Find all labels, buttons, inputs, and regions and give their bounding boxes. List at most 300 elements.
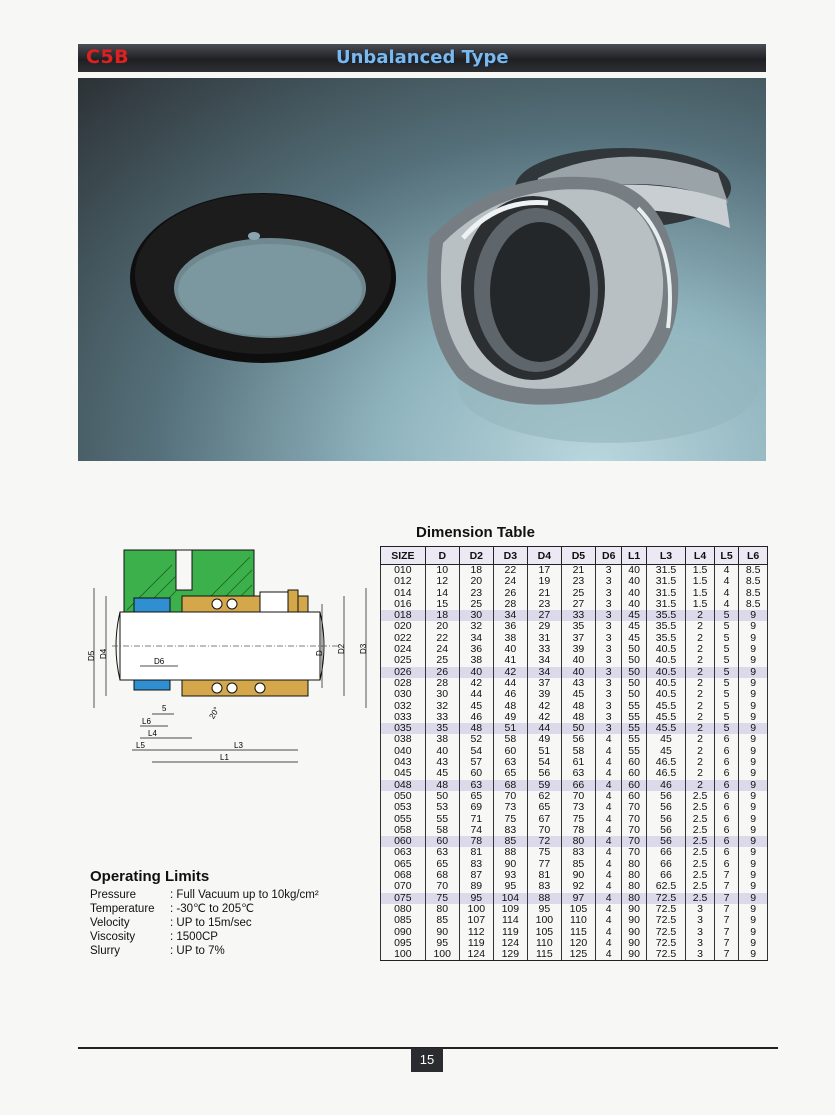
table-cell: 55 [622, 723, 646, 734]
table-cell: 3 [595, 723, 622, 734]
table-cell: 070 [381, 881, 426, 892]
table-cell: 6 [714, 780, 738, 791]
table-cell: 46 [646, 780, 685, 791]
table-row [381, 802, 768, 813]
table-cell: 4 [595, 836, 622, 847]
table-cell: 38 [493, 633, 527, 644]
table-cell: 74 [459, 825, 493, 836]
table-cell: 56 [646, 802, 685, 813]
table-cell: 9 [739, 723, 768, 734]
table-cell: 2 [686, 701, 715, 712]
table-cell: 3 [595, 633, 622, 644]
table-cell: 107 [459, 915, 493, 926]
table-cell: 5 [714, 701, 738, 712]
table-cell: 87 [459, 870, 493, 881]
label-l3: L3 [234, 741, 243, 750]
product-photo [78, 78, 766, 461]
table-cell: 9 [739, 859, 768, 870]
table-cell: 9 [739, 893, 768, 904]
table-cell: 42 [459, 678, 493, 689]
table-cell: 40 [561, 655, 595, 666]
table-cell: 2.5 [686, 814, 715, 825]
table-cell: 2 [686, 621, 715, 632]
table-cell: 27 [561, 599, 595, 610]
column-header: D6 [595, 547, 622, 565]
column-header: SIZE [381, 547, 426, 565]
table-cell: 9 [739, 904, 768, 915]
table-cell: 38 [425, 734, 459, 745]
table-cell: 3 [686, 927, 715, 938]
table-cell: 90 [622, 938, 646, 949]
table-cell: 40.5 [646, 678, 685, 689]
table-cell: 24 [425, 644, 459, 655]
table-cell: 40 [459, 667, 493, 678]
table-cell: 36 [459, 644, 493, 655]
table-cell: 50 [561, 723, 595, 734]
table-cell: 51 [493, 723, 527, 734]
limit-label: Slurry [90, 945, 121, 957]
table-cell: 31.5 [646, 599, 685, 610]
table-cell: 9 [739, 734, 768, 745]
table-cell: 45 [425, 768, 459, 779]
table-cell: 9 [739, 633, 768, 644]
table-cell: 3 [595, 644, 622, 655]
table-cell: 25 [561, 588, 595, 599]
limit-row [90, 902, 319, 916]
table-cell: 7 [714, 904, 738, 915]
table-cell: 60 [459, 768, 493, 779]
table-cell: 3 [595, 689, 622, 700]
limit-value: : -30℃ to 205℃ [170, 903, 255, 915]
table-cell: 6 [714, 859, 738, 870]
table-cell: 73 [493, 802, 527, 813]
table-cell: 100 [425, 949, 459, 961]
table-cell: 7 [714, 915, 738, 926]
column-header: D [425, 547, 459, 565]
table-cell: 5 [714, 723, 738, 734]
table-cell: 56 [646, 836, 685, 847]
table-cell: 2.5 [686, 870, 715, 881]
label-d2: D2 [337, 643, 346, 654]
table-cell: 2 [686, 644, 715, 655]
table-cell: 4 [595, 893, 622, 904]
table-cell: 35 [425, 723, 459, 734]
table-cell: 43 [561, 678, 595, 689]
table-cell: 43 [425, 757, 459, 768]
table-cell: 3 [595, 610, 622, 621]
table-cell: 9 [739, 757, 768, 768]
table-cell: 95 [493, 881, 527, 892]
table-cell: 72.5 [646, 938, 685, 949]
table-cell: 100 [381, 949, 426, 961]
table-cell: 21 [561, 565, 595, 577]
seal-cross-section-diagram [82, 540, 382, 780]
table-cell: 48 [459, 723, 493, 734]
table-cell: 44 [459, 689, 493, 700]
label-five: 5 [162, 704, 167, 713]
table-cell: 119 [493, 927, 527, 938]
column-header: D4 [527, 547, 561, 565]
table-cell: 7 [714, 870, 738, 881]
limit-label: Temperature [90, 903, 155, 915]
limit-row [90, 888, 319, 902]
table-cell: 4 [595, 847, 622, 858]
label-l5: L5 [136, 741, 145, 750]
table-cell: 4 [595, 949, 622, 961]
table-cell: 100 [459, 904, 493, 915]
table-cell: 18 [459, 565, 493, 577]
table-cell: 109 [493, 904, 527, 915]
rubber-seat-ring [130, 193, 396, 363]
table-cell: 7 [714, 938, 738, 949]
table-cell: 095 [381, 938, 426, 949]
table-cell: 35.5 [646, 610, 685, 621]
table-cell: 33 [527, 644, 561, 655]
table-cell: 028 [381, 678, 426, 689]
table-cell: 2.5 [686, 881, 715, 892]
table-cell: 112 [459, 927, 493, 938]
table-cell: 70 [622, 847, 646, 858]
table-cell: 043 [381, 757, 426, 768]
table-cell: 97 [561, 893, 595, 904]
limit-label: Viscosity [90, 931, 136, 943]
table-cell: 2 [686, 655, 715, 666]
table-cell: 3 [686, 949, 715, 961]
table-cell: 2.5 [686, 859, 715, 870]
table-cell: 032 [381, 701, 426, 712]
table-cell: 3 [595, 588, 622, 599]
table-cell: 9 [739, 768, 768, 779]
table-cell: 42 [527, 712, 561, 723]
table-cell: 70 [561, 791, 595, 802]
table-cell: 59 [527, 780, 561, 791]
table-cell: 70 [527, 825, 561, 836]
table-cell: 95 [527, 904, 561, 915]
table-cell: 075 [381, 893, 426, 904]
column-header: L4 [686, 547, 715, 565]
table-cell: 56 [527, 768, 561, 779]
table-cell: 6 [714, 847, 738, 858]
table-cell: 60 [425, 836, 459, 847]
table-cell: 72.5 [646, 893, 685, 904]
limit-value: : UP to 15m/sec [170, 917, 252, 929]
table-cell: 055 [381, 814, 426, 825]
table-cell: 41 [493, 655, 527, 666]
table-cell: 3 [686, 904, 715, 915]
table-cell: 90 [425, 927, 459, 938]
table-cell: 70 [425, 881, 459, 892]
table-cell: 5 [714, 655, 738, 666]
table-cell: 7 [714, 949, 738, 961]
table-cell: 022 [381, 633, 426, 644]
table-cell: 9 [739, 802, 768, 813]
limit-value: : Full Vacuum up to 10kg/cm² [170, 889, 319, 901]
table-cell: 50 [622, 667, 646, 678]
table-cell: 26 [493, 588, 527, 599]
table-cell: 030 [381, 689, 426, 700]
label-l4: L4 [148, 729, 157, 738]
table-cell: 31.5 [646, 565, 685, 577]
table-cell: 9 [739, 610, 768, 621]
table-cell: 090 [381, 927, 426, 938]
table-cell: 040 [381, 746, 426, 757]
table-cell: 25 [459, 599, 493, 610]
table-cell: 5 [714, 610, 738, 621]
table-cell: 75 [493, 814, 527, 825]
label-l1: L1 [220, 753, 229, 762]
table-cell: 40.5 [646, 689, 685, 700]
table-cell: 18 [425, 610, 459, 621]
table-cell: 80 [561, 836, 595, 847]
table-cell: 42 [527, 701, 561, 712]
table-cell: 77 [527, 859, 561, 870]
table-cell: 55 [622, 712, 646, 723]
table-cell: 12 [425, 576, 459, 587]
table-cell: 9 [739, 870, 768, 881]
table-cell: 42 [493, 667, 527, 678]
table-cell: 65 [527, 802, 561, 813]
table-cell: 4 [595, 881, 622, 892]
label-d5: D5 [87, 650, 96, 661]
table-cell: 45.5 [646, 712, 685, 723]
label-l6: L6 [142, 717, 151, 726]
table-cell: 39 [527, 689, 561, 700]
table-cell: 018 [381, 610, 426, 621]
table-cell: 058 [381, 825, 426, 836]
table-cell: 83 [493, 825, 527, 836]
dimension-table [380, 546, 768, 961]
limit-label: Pressure [90, 889, 137, 901]
table-cell: 5 [714, 633, 738, 644]
table-cell: 45 [622, 610, 646, 621]
table-cell: 8.5 [739, 576, 768, 587]
table-cell: 9 [739, 712, 768, 723]
table-cell: 29 [527, 621, 561, 632]
label-d3: D3 [359, 643, 368, 654]
table-cell: 21 [527, 588, 561, 599]
table-cell: 78 [459, 836, 493, 847]
table-cell: 90 [622, 949, 646, 961]
table-row [381, 881, 768, 892]
table-cell: 51 [527, 746, 561, 757]
table-cell: 45 [622, 621, 646, 632]
table-cell: 110 [527, 938, 561, 949]
table-cell: 50 [622, 678, 646, 689]
table-cell: 62.5 [646, 881, 685, 892]
table-cell: 58 [425, 825, 459, 836]
limit-value: : UP to 7% [170, 945, 225, 957]
table-cell: 8.5 [739, 599, 768, 610]
table-cell: 1.5 [686, 588, 715, 599]
table-cell: 81 [459, 847, 493, 858]
table-cell: 9 [739, 678, 768, 689]
label-d4: D4 [99, 648, 108, 659]
table-cell: 70 [622, 802, 646, 813]
table-cell: 120 [561, 938, 595, 949]
table-cell: 050 [381, 791, 426, 802]
table-cell: 80 [622, 893, 646, 904]
table-cell: 65 [493, 768, 527, 779]
table-cell: 1.5 [686, 599, 715, 610]
table-cell: 60 [493, 746, 527, 757]
table-cell: 5 [714, 621, 738, 632]
table-cell: 75 [527, 847, 561, 858]
table-cell: 9 [739, 847, 768, 858]
table-cell: 2 [686, 610, 715, 621]
table-cell: 23 [561, 576, 595, 587]
table-cell: 90 [493, 859, 527, 870]
table-cell: 9 [739, 915, 768, 926]
table-cell: 30 [459, 610, 493, 621]
table-cell: 83 [561, 847, 595, 858]
table-cell: 49 [527, 734, 561, 745]
table-cell: 104 [493, 893, 527, 904]
dimension-table-title: Dimension Table [416, 524, 535, 541]
table-cell: 36 [493, 621, 527, 632]
table-cell: 31.5 [646, 588, 685, 599]
table-cell: 24 [493, 576, 527, 587]
table-cell: 45.5 [646, 701, 685, 712]
table-cell: 3 [595, 565, 622, 577]
table-cell: 53 [425, 802, 459, 813]
table-cell: 88 [493, 847, 527, 858]
table-cell: 48 [561, 701, 595, 712]
table-cell: 35.5 [646, 633, 685, 644]
table-cell: 5 [714, 667, 738, 678]
table-row [381, 915, 768, 926]
table-cell: 6 [714, 825, 738, 836]
table-cell: 23 [527, 599, 561, 610]
table-cell: 8.5 [739, 565, 768, 577]
table-cell: 119 [459, 938, 493, 949]
table-cell: 90 [622, 904, 646, 915]
table-cell: 4 [714, 588, 738, 599]
table-cell: 14 [425, 588, 459, 599]
table-cell: 31 [527, 633, 561, 644]
table-cell: 55 [622, 734, 646, 745]
table-cell: 54 [459, 746, 493, 757]
table-cell: 52 [459, 734, 493, 745]
table-cell: 45.5 [646, 723, 685, 734]
table-cell: 55 [622, 746, 646, 757]
table-cell: 4 [595, 802, 622, 813]
table-row [381, 576, 768, 587]
table-cell: 31.5 [646, 576, 685, 587]
table-cell: 46 [493, 689, 527, 700]
table-cell: 80 [622, 870, 646, 881]
table-cell: 38 [459, 655, 493, 666]
table-cell: 3 [686, 915, 715, 926]
limit-label: Velocity [90, 917, 130, 929]
table-cell: 75 [425, 893, 459, 904]
column-header: L6 [739, 547, 768, 565]
limit-row [90, 916, 319, 930]
table-cell: 4 [595, 734, 622, 745]
table-cell: 2.5 [686, 893, 715, 904]
table-cell: 115 [561, 927, 595, 938]
column-header: L3 [646, 547, 685, 565]
table-cell: 85 [425, 915, 459, 926]
table-cell: 40 [622, 588, 646, 599]
table-cell: 68 [425, 870, 459, 881]
table-cell: 70 [493, 791, 527, 802]
table-cell: 58 [493, 734, 527, 745]
header-bar [78, 44, 766, 72]
table-cell: 6 [714, 757, 738, 768]
table-cell: 4 [595, 825, 622, 836]
table-cell: 6 [714, 768, 738, 779]
table-cell: 1.5 [686, 565, 715, 577]
table-cell: 56 [646, 814, 685, 825]
table-cell: 2 [686, 746, 715, 757]
table-cell: 44 [527, 723, 561, 734]
table-cell: 045 [381, 768, 426, 779]
table-cell: 2.5 [686, 847, 715, 858]
table-cell: 46.5 [646, 757, 685, 768]
table-cell: 4 [595, 870, 622, 881]
table-cell: 45 [622, 633, 646, 644]
table-cell: 124 [459, 949, 493, 961]
table-cell: 3 [595, 678, 622, 689]
table-cell: 129 [493, 949, 527, 961]
table-cell: 22 [425, 633, 459, 644]
table-cell: 71 [459, 814, 493, 825]
table-cell: 4 [595, 938, 622, 949]
table-cell: 033 [381, 712, 426, 723]
table-cell: 3 [595, 667, 622, 678]
table-cell: 4 [595, 915, 622, 926]
table-cell: 6 [714, 836, 738, 847]
table-cell: 020 [381, 621, 426, 632]
table-cell: 8.5 [739, 588, 768, 599]
table-cell: 4 [595, 859, 622, 870]
table-cell: 4 [714, 565, 738, 577]
table-cell: 7 [714, 881, 738, 892]
table-cell: 5 [714, 689, 738, 700]
table-cell: 4 [714, 576, 738, 587]
table-cell: 72.5 [646, 904, 685, 915]
table-cell: 115 [527, 949, 561, 961]
table-cell: 55 [622, 701, 646, 712]
column-header: L1 [622, 547, 646, 565]
table-cell: 80 [622, 881, 646, 892]
table-cell: 9 [739, 938, 768, 949]
table-cell: 95 [459, 893, 493, 904]
table-cell: 9 [739, 927, 768, 938]
table-cell: 7 [714, 893, 738, 904]
table-cell: 35.5 [646, 621, 685, 632]
table-cell: 6 [714, 802, 738, 813]
table-cell: 012 [381, 576, 426, 587]
table-cell: 60 [622, 791, 646, 802]
table-cell: 4 [595, 814, 622, 825]
table-cell: 27 [527, 610, 561, 621]
table-cell: 6 [714, 791, 738, 802]
table-cell: 28 [425, 678, 459, 689]
table-cell: 060 [381, 836, 426, 847]
table-cell: 4 [595, 927, 622, 938]
table-header-row [381, 547, 768, 565]
table-cell: 026 [381, 667, 426, 678]
product-code: C5B [86, 46, 130, 68]
table-cell: 3 [595, 621, 622, 632]
table-cell: 20 [425, 621, 459, 632]
table-cell: 100 [527, 915, 561, 926]
table-cell: 48 [561, 712, 595, 723]
table-cell: 72.5 [646, 915, 685, 926]
table-cell: 45 [459, 701, 493, 712]
product-subtitle: Unbalanced Type [336, 47, 509, 68]
